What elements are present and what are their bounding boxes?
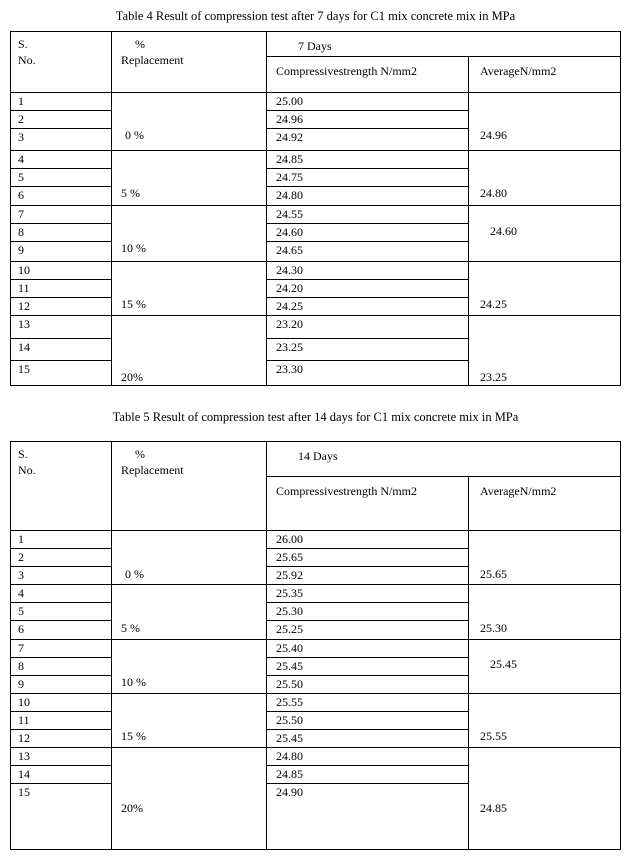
table-rule	[10, 168, 112, 169]
header-period: 14 Days	[298, 449, 338, 463]
table-rule	[266, 338, 469, 339]
table-rule	[10, 223, 112, 224]
row-strength: 25.35	[276, 586, 303, 600]
table-rule	[10, 729, 112, 730]
row-sno: 1	[18, 532, 24, 546]
table-rule	[266, 360, 469, 361]
group-replacement: 5 %	[121, 621, 140, 635]
table-rule	[10, 783, 112, 784]
table-rule	[111, 92, 267, 93]
group-average: 24.25	[480, 297, 507, 311]
table-rule	[266, 128, 469, 129]
row-strength: 24.75	[276, 170, 303, 184]
row-sno: 13	[18, 749, 30, 763]
table-rule	[266, 675, 469, 676]
table-rule	[266, 441, 267, 850]
row-sno: 2	[18, 112, 24, 126]
row-strength: 24.96	[276, 112, 303, 126]
table-rule	[10, 584, 621, 585]
header-period: 7 Days	[298, 39, 332, 53]
row-strength: 23.30	[276, 362, 303, 376]
row-strength: 24.25	[276, 299, 303, 313]
row-strength: 24.85	[276, 767, 303, 781]
row-strength: 24.20	[276, 281, 303, 295]
table-rule	[266, 241, 469, 242]
table-rule	[10, 31, 11, 386]
row-sno: 8	[18, 225, 24, 239]
table-rule	[266, 56, 621, 57]
header-sno: S.	[18, 37, 28, 51]
table-rule	[10, 530, 112, 531]
row-strength: 24.55	[276, 207, 303, 221]
row-strength: 24.80	[276, 749, 303, 763]
row-strength: 25.25	[276, 622, 303, 636]
group-average: 24.60	[490, 224, 517, 238]
table-rule	[10, 747, 621, 748]
table-rule	[10, 548, 112, 549]
row-sno: 7	[18, 207, 24, 221]
header-replacement: %	[135, 37, 145, 51]
group-replacement: 15 %	[121, 297, 146, 311]
group-average: 25.65	[480, 567, 507, 581]
table-rule	[10, 261, 621, 262]
table-rule	[266, 168, 469, 169]
table-rule	[10, 639, 621, 640]
row-sno: 6	[18, 622, 24, 636]
table-rule	[468, 56, 469, 386]
row-strength: 25.45	[276, 731, 303, 745]
table-rule	[266, 92, 621, 93]
header-replacement: Replacement	[121, 53, 184, 67]
row-sno: 4	[18, 152, 24, 166]
row-sno: 15	[18, 362, 30, 376]
group-average: 25.55	[480, 729, 507, 743]
table-rule	[10, 602, 112, 603]
table-caption: Table 5 Result of compression test after 14 days for C1 mix concrete mix in MPa	[112, 410, 519, 424]
row-strength: 23.25	[276, 340, 303, 354]
table-rule	[266, 602, 469, 603]
row-strength: 24.85	[276, 152, 303, 166]
table-rule	[266, 530, 621, 531]
table-rule	[266, 223, 469, 224]
row-strength: 24.90	[276, 785, 303, 799]
row-sno: 5	[18, 170, 24, 184]
row-strength: 26.00	[276, 532, 303, 546]
group-average: 25.30	[480, 621, 507, 635]
header-sno: S.	[18, 447, 28, 461]
row-sno: 3	[18, 130, 24, 144]
row-sno: 14	[18, 340, 30, 354]
group-average: 24.80	[480, 186, 507, 200]
header-average: AverageN/mm2	[480, 64, 557, 78]
table-rule	[10, 675, 112, 676]
table-rule	[10, 385, 621, 386]
group-replacement: 20%	[121, 801, 143, 815]
table-rule	[10, 297, 112, 298]
table-rule	[266, 620, 469, 621]
group-average: 25.45	[490, 657, 517, 671]
table-rule	[10, 657, 112, 658]
group-replacement: 0 %	[125, 128, 144, 142]
group-average: 24.85	[480, 801, 507, 815]
table-rule	[10, 150, 621, 151]
header-replacement: %	[135, 447, 145, 461]
row-strength: 23.20	[276, 317, 303, 331]
table-rule	[266, 729, 469, 730]
row-strength: 25.92	[276, 568, 303, 582]
table-rule	[266, 548, 469, 549]
table-rule	[10, 205, 621, 206]
table-rule	[10, 566, 112, 567]
row-strength: 25.50	[276, 677, 303, 691]
table-rule	[10, 711, 112, 712]
table-rule	[266, 711, 469, 712]
table-rule	[266, 657, 469, 658]
header-average: AverageN/mm2	[480, 484, 557, 498]
table-rule	[266, 110, 469, 111]
table-rule	[111, 530, 267, 531]
header-replacement: Replacement	[121, 463, 184, 477]
group-average: 23.25	[480, 370, 507, 384]
row-strength: 24.80	[276, 188, 303, 202]
table-rule	[111, 31, 112, 386]
table-rule	[266, 476, 621, 477]
table-rule	[10, 110, 112, 111]
row-strength: 24.60	[276, 225, 303, 239]
group-replacement: 15 %	[121, 729, 146, 743]
table-rule	[10, 765, 112, 766]
table-rule	[10, 360, 112, 361]
group-replacement: 20%	[121, 370, 143, 384]
row-strength: 25.00	[276, 94, 303, 108]
table-rule	[10, 620, 112, 621]
table-rule	[266, 566, 469, 567]
table-rule	[10, 186, 112, 187]
table-caption: Table 4 Result of compression test after 7 days for C1 mix concrete mix in MPa	[115, 9, 516, 23]
table-rule	[10, 441, 621, 442]
table-rule	[10, 31, 621, 32]
table-rule	[468, 476, 469, 850]
group-replacement: 0 %	[125, 567, 144, 581]
table-rule	[10, 315, 621, 316]
table-rule	[266, 297, 469, 298]
row-sno: 1	[18, 94, 24, 108]
table-rule	[620, 31, 621, 386]
table-rule	[10, 279, 112, 280]
group-average: 24.96	[480, 128, 507, 142]
row-sno: 8	[18, 659, 24, 673]
row-strength: 25.55	[276, 695, 303, 709]
row-sno: 5	[18, 604, 24, 618]
table-rule	[266, 186, 469, 187]
header-strength: Compressivestrength N/mm2	[276, 64, 417, 78]
row-sno: 7	[18, 641, 24, 655]
table-rule	[10, 849, 621, 850]
header-strength: Compressivestrength N/mm2	[276, 484, 417, 498]
table-rule	[10, 338, 112, 339]
table-rule	[266, 783, 469, 784]
table-rule	[266, 31, 267, 386]
row-sno: 12	[18, 299, 30, 313]
group-replacement: 10 %	[121, 675, 146, 689]
table-rule	[10, 92, 112, 93]
header-sno: No.	[18, 463, 36, 477]
row-sno: 11	[18, 713, 30, 727]
row-sno: 11	[18, 281, 30, 295]
table-rule	[266, 765, 469, 766]
row-sno: 15	[18, 785, 30, 799]
table-rule	[10, 128, 112, 129]
table-rule	[111, 441, 112, 850]
row-strength: 25.40	[276, 641, 303, 655]
row-strength: 24.65	[276, 243, 303, 257]
row-strength: 25.50	[276, 713, 303, 727]
row-strength: 25.65	[276, 550, 303, 564]
group-replacement: 5 %	[121, 186, 140, 200]
table-rule	[10, 441, 11, 850]
table-rule	[10, 241, 112, 242]
row-strength: 24.92	[276, 130, 303, 144]
row-strength: 25.30	[276, 604, 303, 618]
row-sno: 10	[18, 695, 30, 709]
row-sno: 10	[18, 263, 30, 277]
table-rule	[10, 693, 621, 694]
row-sno: 9	[18, 243, 24, 257]
row-strength: 25.45	[276, 659, 303, 673]
row-sno: 12	[18, 731, 30, 745]
row-sno: 3	[18, 568, 24, 582]
group-replacement: 10 %	[121, 241, 146, 255]
row-sno: 14	[18, 767, 30, 781]
table-rule	[266, 279, 469, 280]
table-rule	[620, 441, 621, 850]
row-sno: 9	[18, 677, 24, 691]
row-sno: 2	[18, 550, 24, 564]
row-sno: 4	[18, 586, 24, 600]
row-sno: 6	[18, 188, 24, 202]
row-strength: 24.30	[276, 263, 303, 277]
row-sno: 13	[18, 317, 30, 331]
header-sno: No.	[18, 53, 36, 67]
